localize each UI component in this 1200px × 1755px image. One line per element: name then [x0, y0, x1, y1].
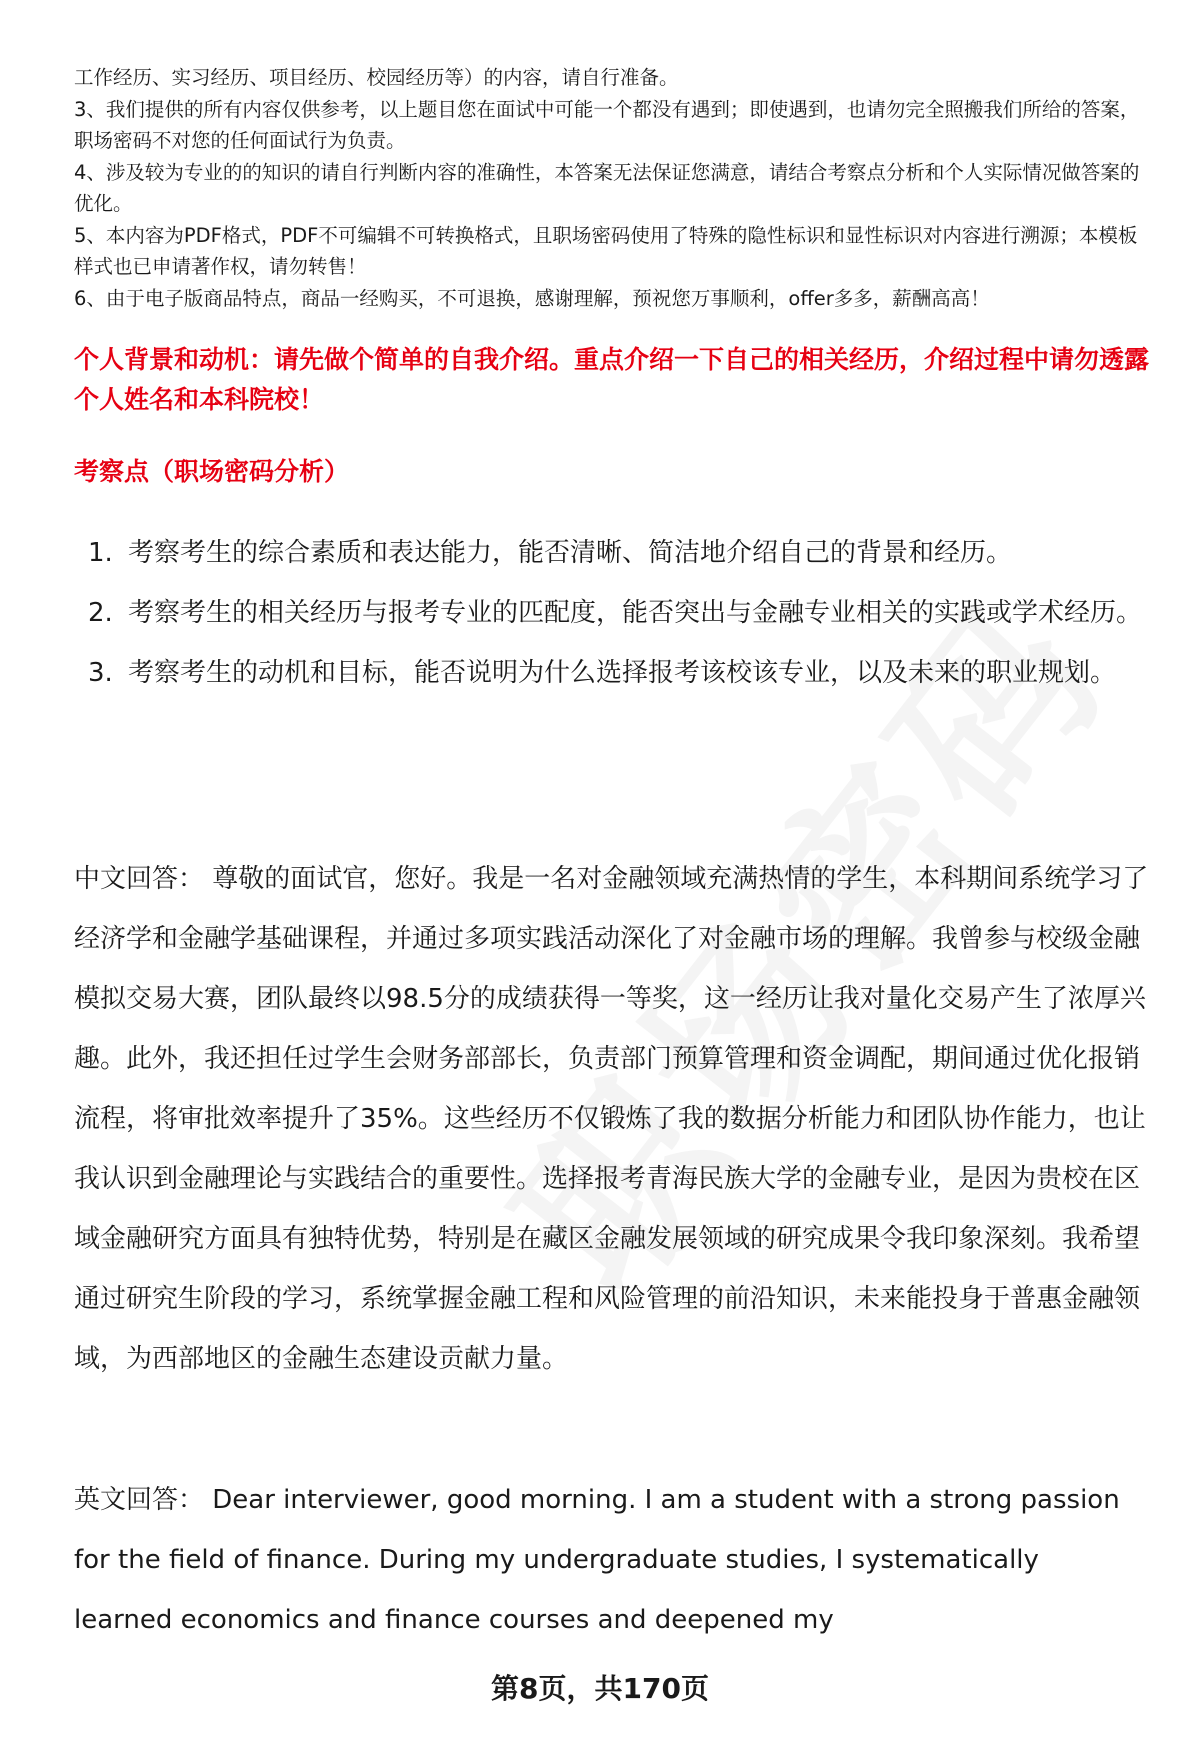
item-text: 考察考生的动机和目标，能否说明为什么选择报考该校该专业，以及未来的职业规划。 — [128, 658, 1117, 688]
notice-section — [74, 62, 1154, 314]
assessment-item — [74, 523, 1154, 583]
page-number: 第8页，共170页 — [491, 1672, 709, 1705]
chinese-answer: 中文回答： 尊敬的面试官，您好。我是一名对金融领域充满热情的学生，本科期间系统学习了经济学和金融学基础课程，并通过多项实践活动深化了对金融市场的理解。我曾参与校级金融模拟交易大赛，团队最终以98.5分的成绩获得一等奖，这一经历让我对量化交易产生了浓厚兴趣。此外，我还担任过学生会财务部部长，负责部门预算管理和资金调配，期间通过优化报销流程，将审批效率提升了35%。这些经历不仅锻炼了我的数据分析能力和团队协作能力，也让我认识到金融理论与实践结合的重要性。选择报考青海民族大学的金融专业，是因为贵校在区域金融研究方面具有独特优势，特别是在藏区金融发展领域的研究成果令我印象深刻。我希望通过研究生阶段的学习，系统掌握金融工程和风险管理的前沿知识，未来能投身于普惠金融领域，为西部地区的金融生态建设贡献力量。 — [74, 864, 1149, 1374]
assessment-item — [74, 583, 1154, 643]
notice-line: 工作经历、实习经历、项目经历、校园经历等）的内容，请自行准备。 — [74, 66, 679, 89]
english-answer: 英文回答： Dear interviewer, good morning. I am a student with a strong passion for the field of finance. During my undergraduate studies, I systematically learned economics and finance courses and deepened my — [74, 1485, 1120, 1635]
item-text: 考察考生的相关经历与报考专业的匹配度，能否突出与金融专业相关的实践或学术经历。 — [128, 598, 1143, 628]
item-number: 1. — [88, 538, 113, 568]
notice-line: 5、本内容为PDF格式，PDF不可编辑不可转换格式，且职场密码使用了特殊的隐性标识和显性标识对内容进行溯源；本模板样式也已申请著作权，请勿转售！ — [74, 223, 1138, 278]
notice-line: 6、由于电子版商品特点，商品一经购买，不可退换，感谢理解，预祝您万事顺利，offer多多，薪酬高高！ — [74, 286, 990, 310]
question-title: 个人背景和动机：请先做个简单的自我介绍。重点介绍一下自己的相关经历，介绍过程中请勿透露个人姓名和本科院校！ — [74, 345, 1150, 414]
assessment-item — [74, 643, 1154, 703]
item-text: 考察考生的综合素质和表达能力，能否清晰、简洁地介绍自己的背景和经历。 — [128, 538, 1013, 568]
item-number: 2. — [88, 598, 113, 628]
notice-line: 3、我们提供的所有内容仅供参考，以上题目您在面试中可能一个都没有遇到；即使遇到，也请勿完全照搬我们所给的答案，职场密码不对您的任何面试行为负责。 — [74, 97, 1140, 152]
notice-line: 4、涉及较为专业的的知识的请自行判断内容的准确性，本答案无法保证您满意，请结合考察点分析和个人实际情况做答案的优化。 — [74, 160, 1140, 215]
item-number: 3. — [88, 658, 113, 688]
assessment-list — [74, 523, 1154, 703]
assessment-title: 考察点（职场密码分析） — [74, 457, 350, 486]
